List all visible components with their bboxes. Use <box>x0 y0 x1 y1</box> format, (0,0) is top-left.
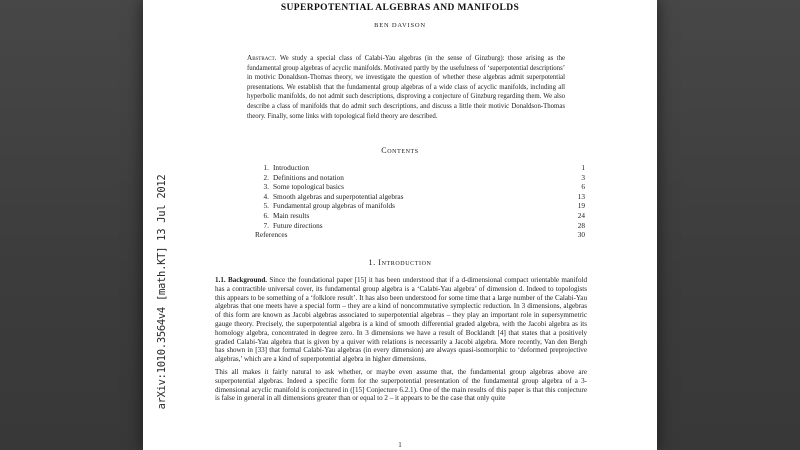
toc-entry-number: 6. <box>263 210 269 220</box>
toc-row[interactable] <box>255 201 585 211</box>
toc-row[interactable] <box>255 173 585 183</box>
toc-row[interactable] <box>255 230 585 240</box>
contents-heading: Contents <box>381 146 419 155</box>
paper-author: BEN DAVISON <box>374 22 426 29</box>
toc-entry-number: 2. <box>263 172 269 182</box>
toc-entry-label: Fundamental group algebras of manifolds <box>273 201 395 211</box>
toc-row[interactable] <box>255 182 585 192</box>
toc-entry-number: 3. <box>263 182 269 192</box>
paragraph-background-text: Since the foundational paper [15] it has been understood that if a d-dimensional compact orientable manifold has a contractible universal cover, its fundamental group algebra is a ‘Calabi-Yau algebra’ of dimension d. Indeed to topologists this appears to be something of a ‘folklore result’. It has also been understood for some time that a large number of the Calabi-Yau algebras that one meets have a special form – they are a kind of noncommutative symplectic reduction. In 3 dimensions, algebras of this form are known as Jacobi algebras associated to superpotential algebras – they play an important role in supersymmetric gauge theory. Precisely, the superpotential algebra is a kind of smooth differential graded algebra, with the Jacobi algebra as its homology algebra, concentrated in degree zero. In 3 dimensions we have a result of Bocklandt [4] that states that a positively graded Calabi-Yau algebra that is given by a quiver with relations is necessarily a Jacobi algebra. More recently, Van den Bergh has shown in [33] that formal Calabi-Yau algebras (in every dimension) are always quasi-isomorphic to ‘deformed preprojective algebras,’ which are a kind of superpotential algebra in higher dimensions. <box>215 276 588 364</box>
abstract-block <box>247 54 565 121</box>
section-heading-introduction: 1. Introduction <box>368 258 432 267</box>
table-of-contents <box>255 163 585 240</box>
toc-entry-page: 3 <box>581 172 585 182</box>
paper-page <box>143 0 657 450</box>
introduction-body <box>215 276 587 403</box>
abstract-label: Abstract. <box>247 54 277 62</box>
subsection-label: 1.1. Background. <box>215 276 268 284</box>
toc-row[interactable] <box>255 163 585 173</box>
toc-entry-label: Main results <box>273 210 310 220</box>
toc-entry-label: Smooth algebras and superpotential algebras <box>273 191 404 201</box>
toc-entry-label: Introduction <box>273 163 310 172</box>
toc-entry-number: 5. <box>263 201 269 211</box>
toc-entry-page: 28 <box>577 220 585 230</box>
paragraph-background <box>215 276 587 364</box>
toc-entry-page: 1 <box>581 163 585 172</box>
abstract-text: We study a special class of Calabi-Yau algebras (in the sense of Ginzburg): those arising as the fundamental group algebras of acyclic manifolds. Motivated partly by the usefulness of ‘superpotential descriptions’ in motivic Donaldson-Thomas theory, we investigate the question of whether these algebras admit superpotential presentations. We establish that the fundamental group algebras of a wide class of acyclic manifolds, including all hyperbolic manifolds, do not admit such descriptions, disproving a conjecture of Ginzburg regarding them. We also describe a class of manifolds that do admit such descriptions, and discuss a little their motivic Donaldson-Thomas theory. Finally, some links with topological field theory are described. <box>247 55 566 120</box>
toc-entry-number: 1. <box>263 163 269 172</box>
paragraph-2: This all makes it fairly natural to ask whether, or maybe even assume that, the fundamental group algebras above are superpotential algebras. Indeed a specific form for the superpotential presentation of the fundamental group algebra of a 3-dimensional acyclic manifold is conjectured in ([15] Conjecture 6.2.1). One of the main results of this paper is that this conjecture is false in general in all dimensions greater than or equal to 2 – it appears to be the case that only quite <box>215 367 587 403</box>
toc-entry-page: 6 <box>581 182 585 192</box>
arxiv-stamp: arXiv:1010.3564v4 [math.KT] 13 Jul 2012 <box>156 174 168 410</box>
toc-entry-number: 4. <box>263 191 269 201</box>
toc-entry-page: 24 <box>577 210 585 220</box>
toc-entry-page: 13 <box>577 191 585 201</box>
toc-entry-page: 19 <box>577 201 585 211</box>
toc-entry-label: Definitions and notation <box>273 172 344 182</box>
toc-row[interactable] <box>255 211 585 221</box>
toc-entry-number: 7. <box>263 220 269 230</box>
toc-row[interactable] <box>255 192 585 202</box>
page-number: 1 <box>398 441 402 449</box>
toc-row[interactable] <box>255 221 585 231</box>
toc-entry-page: 30 <box>577 230 585 240</box>
toc-entry-label: Future directions <box>273 220 323 230</box>
toc-entry-label: References <box>255 230 288 240</box>
toc-entry-label: Some topological basics <box>273 182 344 192</box>
paper-title: SUPERPOTENTIAL ALGEBRAS AND MANIFOLDS <box>280 3 520 13</box>
